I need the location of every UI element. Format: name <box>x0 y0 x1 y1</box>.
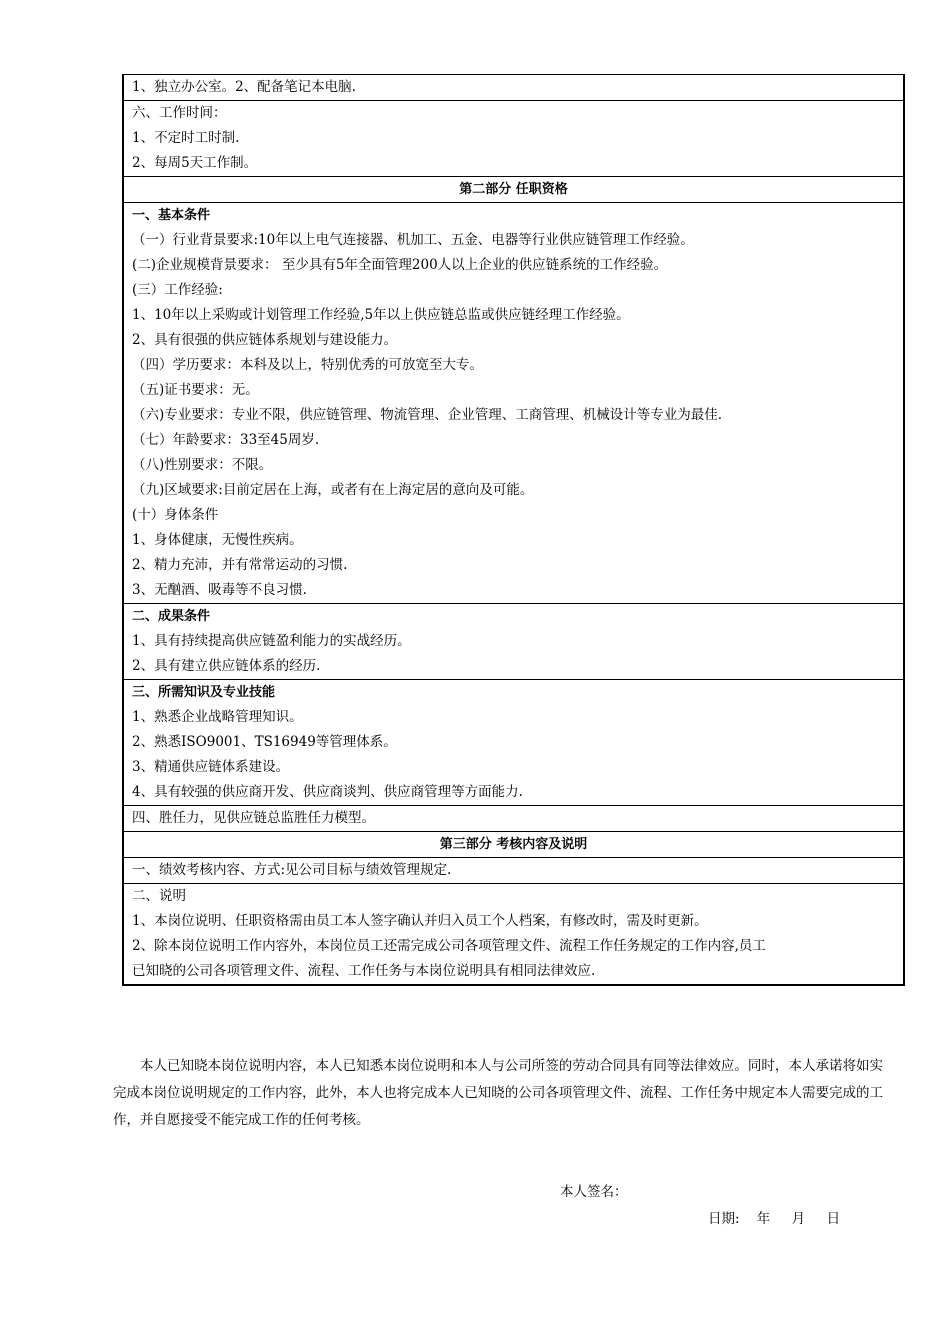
table-line: 1、具有持续提高供应链盈利能力的实战经历。 <box>132 633 411 649</box>
table-line: 1、独立办公室。2、配备笔记本电脑. <box>132 79 356 95</box>
table-line: 1、本岗位说明、任职资格需由员工本人签字确认并归入员工个人档案，有修改时，需及时更新。 <box>132 913 708 929</box>
table-line: （五)证书要求：无。 <box>132 382 259 398</box>
table-line: (十）身体条件 <box>132 507 219 523</box>
table-line: 2、熟悉ISO9001、TS16949等管理体系。 <box>132 734 397 750</box>
table-line: （一）行业背景要求:10年以上电气连接器、机加工、五金、电器等行业供应链管理工作经验。 <box>132 232 694 248</box>
signature-label: 本人签名： <box>560 1184 628 1200</box>
table-line: 2、每周5天工作制。 <box>132 155 258 171</box>
table-line: 二、说明 <box>132 888 186 904</box>
table-section <box>124 177 903 203</box>
table-line: 2、除本岗位说明工作内容外，本岗位员工还需完成公司各项管理文件、流程工作任务规定的工作内容,员工 <box>132 938 766 954</box>
table-line: 2、具有建立供应链体系的经历. <box>132 658 321 674</box>
table-line: 2、精力充沛，并有常常运动的习惯. <box>132 557 348 573</box>
table-section <box>124 203 903 604</box>
section-heading: 第二部分 任职资格 <box>459 182 568 197</box>
subsection-heading: 二、成果条件 <box>132 609 211 624</box>
job-requirements-table <box>122 74 905 986</box>
table-section <box>124 832 903 858</box>
table-line: 1、身体健康，无慢性疾病。 <box>132 532 303 548</box>
table-line: （七）年龄要求：33至45周岁. <box>132 432 320 448</box>
table-line: 四、胜任力，见供应链总监胜任力模型。 <box>132 810 375 826</box>
table-line: （九)区域要求:目前定居在上海，或者有在上海定居的意向及可能。 <box>132 482 534 498</box>
table-line: 4、具有较强的供应商开发、供应商谈判、供应商管理等方面能力. <box>132 784 523 800</box>
section-heading: 第三部分 考核内容及说明 <box>439 837 588 852</box>
table-section <box>124 75 903 101</box>
table-line: 一、绩效考核内容、方式:见公司目标与绩效管理规定. <box>132 862 452 878</box>
table-line: 1、不定时工时制. <box>132 130 240 146</box>
subsection-heading: 三、所需知识及专业技能 <box>132 685 276 700</box>
table-line: （四）学历要求：本科及以上，特别优秀的可放宽至大专。 <box>132 357 483 373</box>
table-line: 1、熟悉企业战略管理知识。 <box>132 709 303 725</box>
table-line: 3、精通供应链体系建设。 <box>132 759 290 775</box>
subsection-heading: 一、基本条件 <box>132 208 211 223</box>
table-section <box>124 680 903 806</box>
table-line: 2、具有很强的供应链体系规划与建设能力。 <box>132 332 398 348</box>
table-line: 六、工作时间： <box>132 105 227 121</box>
table-section <box>124 884 903 984</box>
table-line: 1、10年以上采购或计划管理工作经验,5年以上供应链总监或供应链经理工作经验。 <box>132 307 630 323</box>
table-line: 3、无酗酒、吸毒等不良习惯. <box>132 582 307 598</box>
table-line: 已知晓的公司各项管理文件、流程、工作任务与本岗位说明具有相同法律效应. <box>132 963 596 979</box>
table-section <box>124 806 903 832</box>
table-line: (三）工作经验: <box>132 282 223 298</box>
table-line: （八)性别要求：不限。 <box>132 457 273 473</box>
date-label: 日期: 年 月 日 <box>708 1211 841 1227</box>
table-section <box>124 101 903 177</box>
table-section <box>124 858 903 884</box>
table-section <box>124 604 903 680</box>
table-line: (二)企业规模背景要求： 至少具有5年全面管理200人以上企业的供应链系统的工作经验。 <box>132 257 668 273</box>
table-line: （六)专业要求：专业不限，供应链管理、物流管理、企业管理、工商管理、机械设计等专业为最佳. <box>132 407 723 423</box>
acknowledgement-paragraph: 本人已知晓本岗位说明内容，本人已知悉本岗位说明和本人与公司所签的劳动合同具有同等法律效应。同时，本人承诺将如实完成本岗位说明规定的工作内容，此外，本人也将完成本人已知晓的公司各项管理文件、流程、工作任务中规定本人需要完成的工作，并自愿接受不能完成工作的任何考核。 <box>113 1058 883 1128</box>
